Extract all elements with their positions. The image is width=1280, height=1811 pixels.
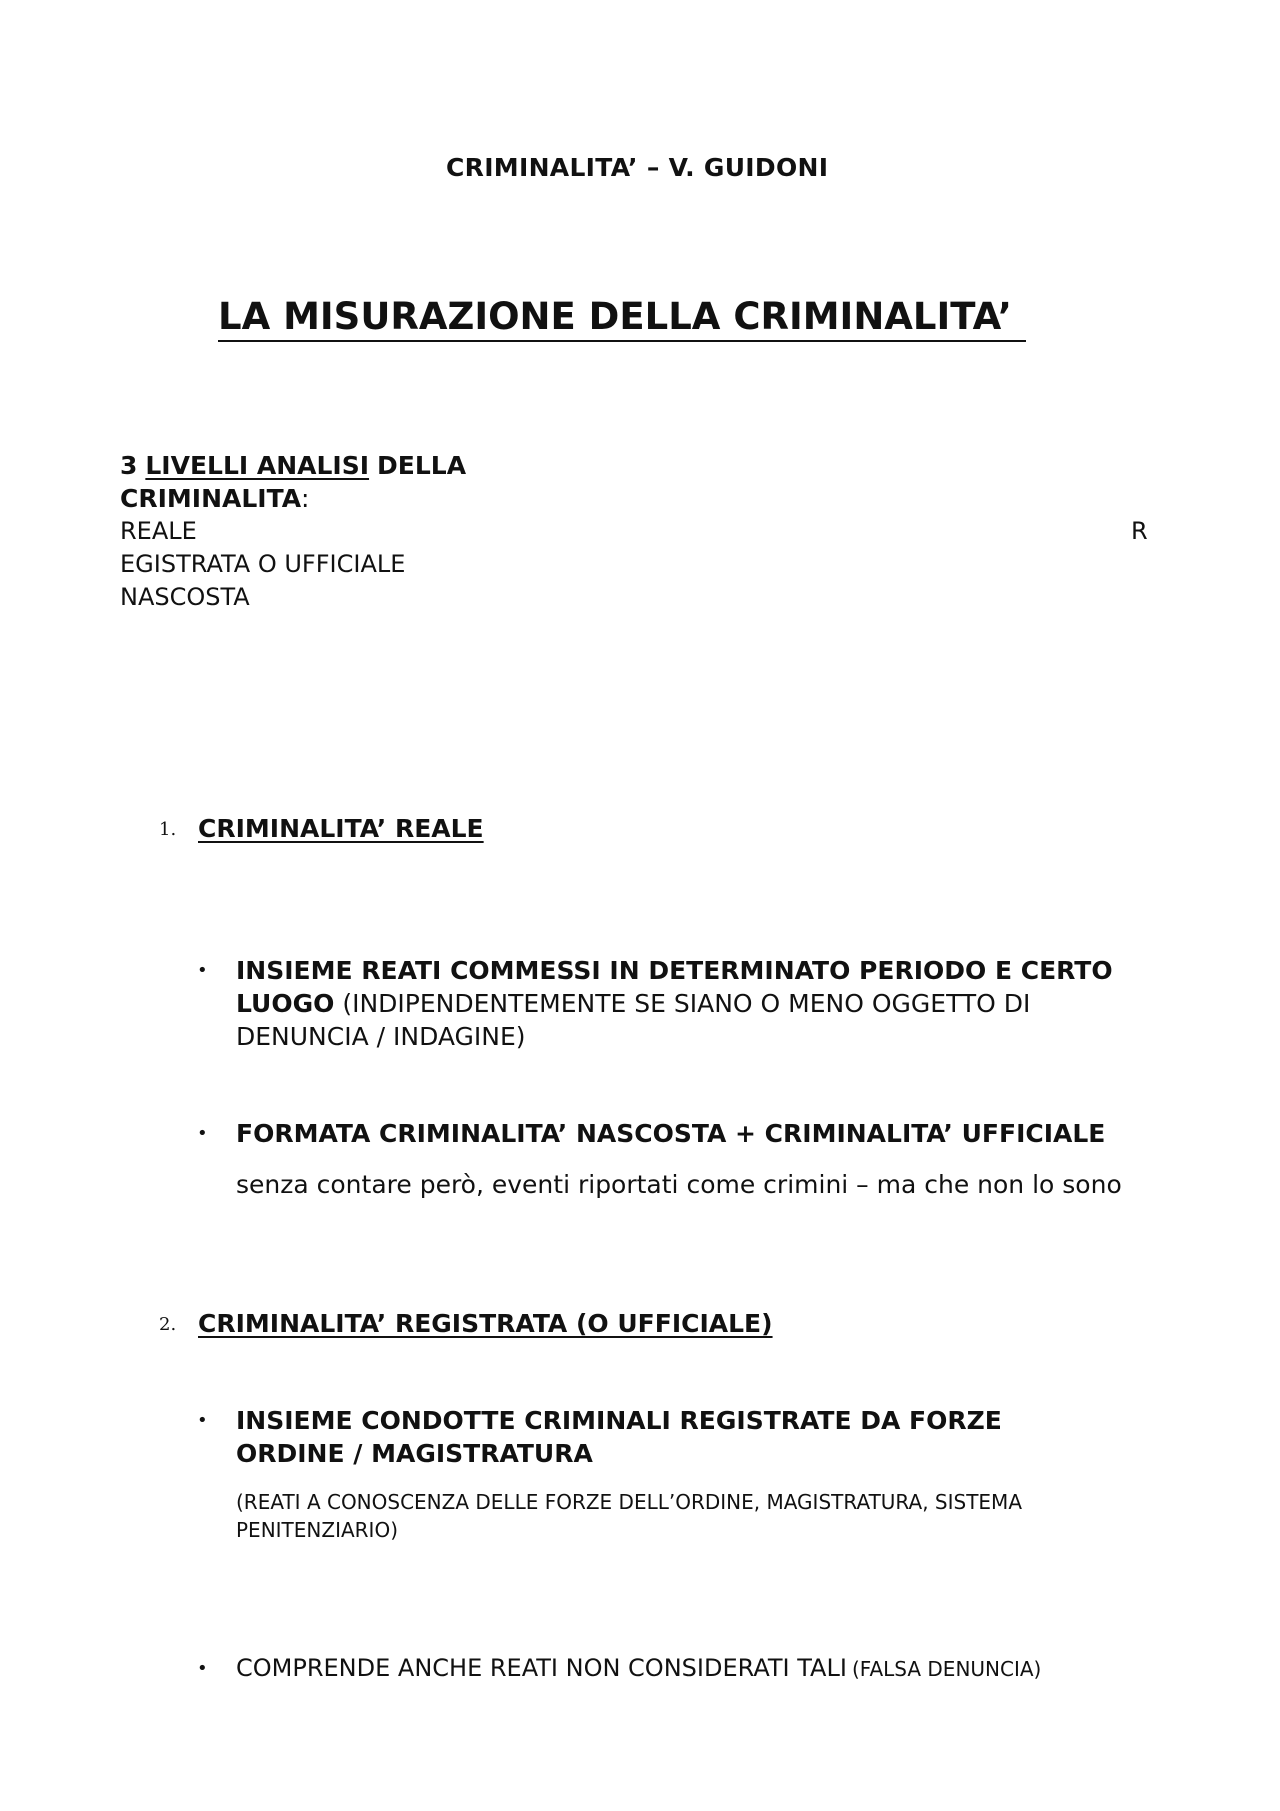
page-title (218, 294, 1026, 342)
section2-sub-line1: (REATI A CONOSCENZA DELLE FORZE DELL’ORDINE, MAGISTRATURA, SISTEMA (236, 1490, 1022, 1514)
levels-label-underlined: LIVELLI ANALISI (145, 451, 370, 480)
section1-bullet1-rest: (INDIPENDENTEMENTE SE SIANO O MENO OGGETTO DI (342, 989, 1031, 1018)
section2-number: 2. (159, 1314, 177, 1335)
section2-bullet2-main: COMPRENDE ANCHE REATI NON CONSIDERATI TALI (236, 1654, 847, 1682)
section1-bullet2-marker: • (197, 1123, 208, 1144)
document-header: CRIMINALITA’ – V. GUIDONI (446, 153, 829, 182)
section1-heading: CRIMINALITA’ REALE (198, 814, 484, 843)
levels-label-line2: CRIMINALITA (120, 484, 302, 513)
section1-bullet1-line2 (236, 987, 1030, 1020)
section2-bullet1-line2: ORDINE / MAGISTRATURA (236, 1439, 593, 1468)
level-item-r: R (1131, 517, 1148, 545)
section1-bullet2: FORMATA CRIMINALITA’ NASCOSTA + CRIMINALITA’ UFFICIALE (236, 1119, 1106, 1148)
page-title-text: LA MISURAZIONE DELLA CRIMINALITA’ (218, 295, 1012, 338)
section1-number: 1. (159, 819, 177, 840)
section1-bullet1-line3: DENUNCIA / INDAGINE) (236, 1022, 526, 1051)
section2-bullet1-marker: • (197, 1410, 208, 1431)
section2-heading: CRIMINALITA’ REGISTRATA (O UFFICIALE) (198, 1309, 773, 1338)
section1-bullet1-bold: LUOGO (236, 989, 335, 1018)
level-item-registrata: EGISTRATA O UFFICIALE (120, 550, 406, 578)
section1-bullet1-line1: INSIEME REATI COMMESSI IN DETERMINATO PERIODO E CERTO (236, 956, 1113, 985)
levels-heading-line1 (120, 449, 466, 482)
levels-number: 3 (120, 451, 138, 480)
section2-bullet2 (236, 1652, 1041, 1687)
section2-sub-line2: PENITENZIARIO) (236, 1518, 398, 1542)
levels-label-rest: DELLA (377, 451, 467, 480)
levels-heading-line2 (120, 482, 309, 515)
section2-bullet1-line1: INSIEME CONDOTTE CRIMINALI REGISTRATE DA FORZE (236, 1406, 1002, 1435)
section2-bullet2-marker: • (197, 1658, 208, 1679)
section1-note: senza contare però, eventi riportati come crimini – ma che non lo sono (236, 1170, 1122, 1199)
level-item-nascosta: NASCOSTA (120, 583, 250, 611)
level-item-reale: REALE (120, 517, 197, 545)
levels-colon: : (301, 484, 310, 513)
section1-bullet1-marker: • (197, 960, 208, 981)
section2-bullet2-small: (FALSA DENUNCIA) (852, 1657, 1042, 1681)
